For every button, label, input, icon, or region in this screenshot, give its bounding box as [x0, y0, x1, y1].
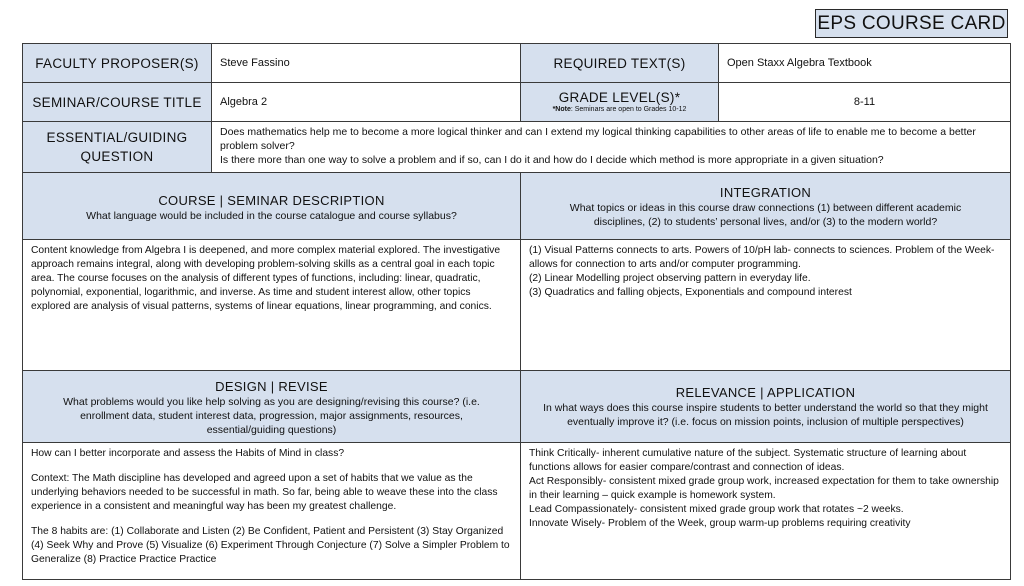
relevance-body — [520, 442, 1011, 580]
course-description-heading: COURSE | SEMINAR DESCRIPTION — [158, 193, 385, 208]
design-revise-body — [22, 442, 521, 580]
design-revise-prompt: What problems would you like help solving as you are designing/revising this course? (i.e. enrollment data, student interest data, progression, major assignments, resources, essential/guiding questions) — [63, 396, 480, 436]
relevance-prompt: In what ways does this course inspire students to better understand the world so that they might eventually improve it? (i.e. focus on mission points, inclusion of multiple perspectives) — [543, 402, 988, 428]
grade-level-note — [521, 106, 718, 113]
design-revise-header — [22, 370, 521, 443]
course-card-title: EPS COURSE CARD — [815, 9, 1008, 38]
relevance-heading: RELEVANCE | APPLICATION — [675, 385, 856, 400]
design-context: Context: The Math discipline has developed and agreed upon a set of habits that we value as the underlying behaviors needed to be successful in math. So far, being able to weave these into the class experience in a consistent and meaningful way has been my greatest challenge. — [31, 473, 498, 512]
design-habits: The 8 habits are: (1) Collaborate and Listen (2) Be Confident, Patient and Persistent (3) Stay Organized (4) Seek Why and Prove (5) Visualize (6) Experiment Through Conjecture (7) Solve a Simpler Problem to Generalize (8) Practice Practice Practice — [31, 526, 510, 565]
essential-question-2: Is there more than one way to solve a problem and if so, can I do it and how do I decide which method is more appropriate in a given situation? — [220, 154, 884, 166]
course-description-body: Content knowledge from Algebra I is deepened, and more complex material explored. The investigative approach remains integral, along with developing problem-solving skills as a central goal in each topic area. The course focuses on the analysis of different types of functions, including: linear, quadratic, polynomial, exponential, logarithmic, and inverse. As time and student interest allow, other topics explored are analysis of visual patterns, systems of linear equations, linear programming, and conics. — [22, 239, 521, 371]
grade-level-note-text: : Seminars are open to Grades 10-12 — [570, 106, 687, 113]
essential-question-label — [22, 121, 212, 173]
grade-level-label-cell — [520, 82, 719, 122]
essential-question-label-line1: ESSENTIAL/GUIDING — [46, 130, 188, 145]
integration-line-1: (1) Visual Patterns connects to arts. Powers of 10/pH lab- connects to sciences. Problem of the Week- allows for connection to arts and/or computer programming. — [529, 245, 995, 270]
essential-question-label-line2: QUESTION — [80, 149, 154, 164]
integration-line-3: (3) Quadratics and falling objects, Exponentials and compound interest — [529, 287, 852, 298]
integration-prompt: What topics or ideas in this course draw connections (1) between different academic disciplines, (2) to students’ personal lives, and/or (3) to the modern world? — [569, 202, 962, 228]
integration-body — [520, 239, 1011, 371]
seminar-title-label: SEMINAR/COURSE TITLE — [22, 82, 212, 122]
grade-level-label: GRADE LEVEL(S)* — [558, 90, 681, 105]
faculty-proposer-value: Steve Fassino — [211, 43, 521, 83]
essential-question-1: Does mathematics help me to become a more logical thinker and can I extend my logical thinking capabilities to other areas of life to enable me to become a better problem solver? — [220, 126, 976, 152]
design-question: How can I better incorporate and assess the Habits of Mind in class? — [31, 448, 345, 459]
relevance-line-4: Innovate Wisely- Problem of the Week, group warm-up problems requiring creativity — [529, 518, 911, 529]
integration-line-2: (2) Linear Modelling project observing pattern in everyday life. — [529, 273, 811, 284]
relevance-line-2: Act Responsibly- consistent mixed grade group work, increased expectation for them to take ownership in their learning – quick example is homework system. — [529, 476, 999, 501]
course-description-header — [22, 172, 521, 240]
required-text-label: REQUIRED TEXT(S) — [520, 43, 719, 83]
design-revise-heading: DESIGN | REVISE — [215, 379, 328, 394]
relevance-line-1: Think Critically- inherent cumulative nature of the subject. Systematic structure of learning about functions allows for easier compare/contrast and connection of ideas. — [529, 448, 967, 473]
faculty-proposer-label: FACULTY PROPOSER(S) — [22, 43, 212, 83]
relevance-line-3: Lead Compassionately- consistent mixed grade group work that rotates ~2 weeks. — [529, 504, 904, 515]
grade-level-note-bold: *Note — [552, 106, 571, 113]
relevance-header — [520, 370, 1011, 443]
course-description-prompt: What language would be included in the course catalogue and course syllabus? — [86, 210, 457, 222]
grade-level-value: 8-11 — [718, 82, 1011, 122]
seminar-title-value: Algebra 2 — [211, 82, 521, 122]
required-text-value: Open Staxx Algebra Textbook — [718, 43, 1011, 83]
essential-question-text — [211, 121, 1011, 173]
integration-heading: INTEGRATION — [719, 185, 812, 200]
integration-header — [520, 172, 1011, 240]
